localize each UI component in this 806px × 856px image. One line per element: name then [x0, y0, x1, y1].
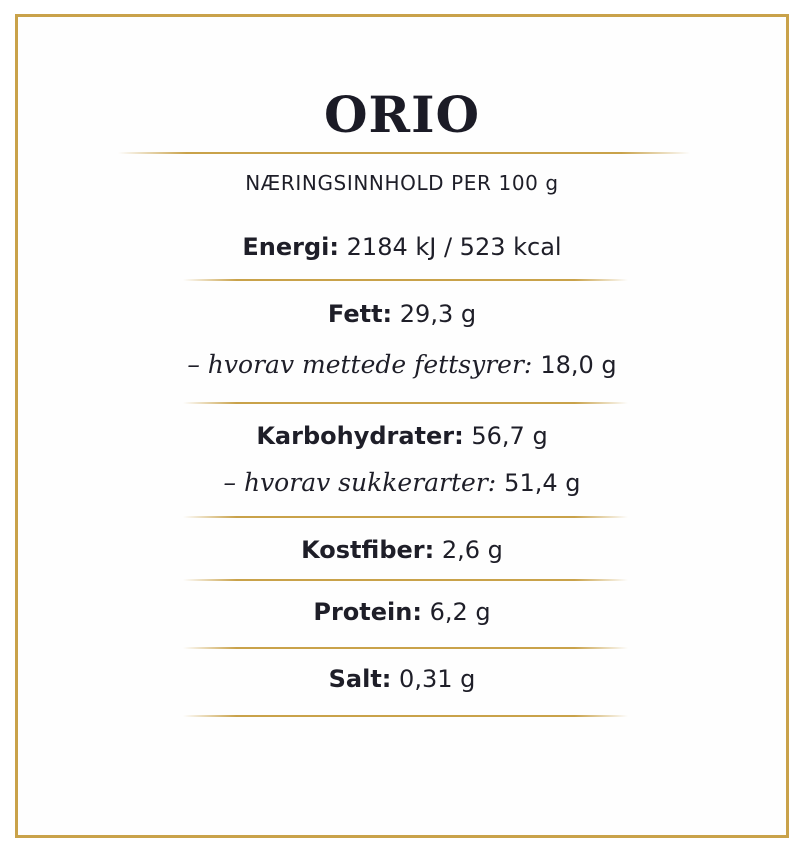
fat-label: Fett: — [327, 300, 393, 328]
carbohydrates-label: Karbohydrater: — [256, 422, 464, 450]
saturated-fat-row — [18, 350, 786, 379]
sugars-value: 51,4 g — [504, 469, 581, 497]
fat-row — [18, 300, 786, 328]
product-title: ORIO — [323, 85, 481, 144]
energy-value: 2184 kJ / 523 kcal — [346, 233, 562, 261]
sugars-row — [18, 468, 786, 497]
sugars-label: – hvorav sukkerarter: — [223, 468, 497, 497]
saturated-fat-label: – hvorav mettede fettsyrer: — [187, 350, 533, 379]
protein-row — [18, 598, 786, 626]
fiber-row — [18, 536, 786, 564]
saturated-fat-value: 18,0 g — [540, 351, 617, 379]
carbohydrates-value: 56,7 g — [471, 422, 548, 450]
salt-value: 0,31 g — [399, 665, 476, 693]
salt-label: Salt: — [328, 665, 392, 693]
protein-value: 6,2 g — [429, 598, 491, 626]
fiber-value: 2,6 g — [441, 536, 503, 564]
title-divider — [118, 152, 690, 154]
row-divider — [183, 647, 628, 649]
energy-label: Energi: — [242, 233, 340, 261]
fiber-label: Kostfiber: — [301, 536, 435, 564]
carbohydrates-row — [18, 422, 786, 450]
nutrition-heading: NÆRINGSINNHOLD PER 100 g — [245, 171, 559, 195]
nutrition-card — [15, 14, 789, 838]
energy-row — [18, 233, 786, 261]
fat-value: 29,3 g — [399, 300, 477, 328]
row-divider — [183, 402, 628, 404]
bottom-divider — [183, 715, 628, 717]
row-divider — [183, 516, 628, 518]
salt-row — [18, 665, 786, 693]
row-divider — [183, 279, 628, 281]
row-divider — [183, 579, 628, 581]
protein-label: Protein: — [313, 598, 422, 626]
